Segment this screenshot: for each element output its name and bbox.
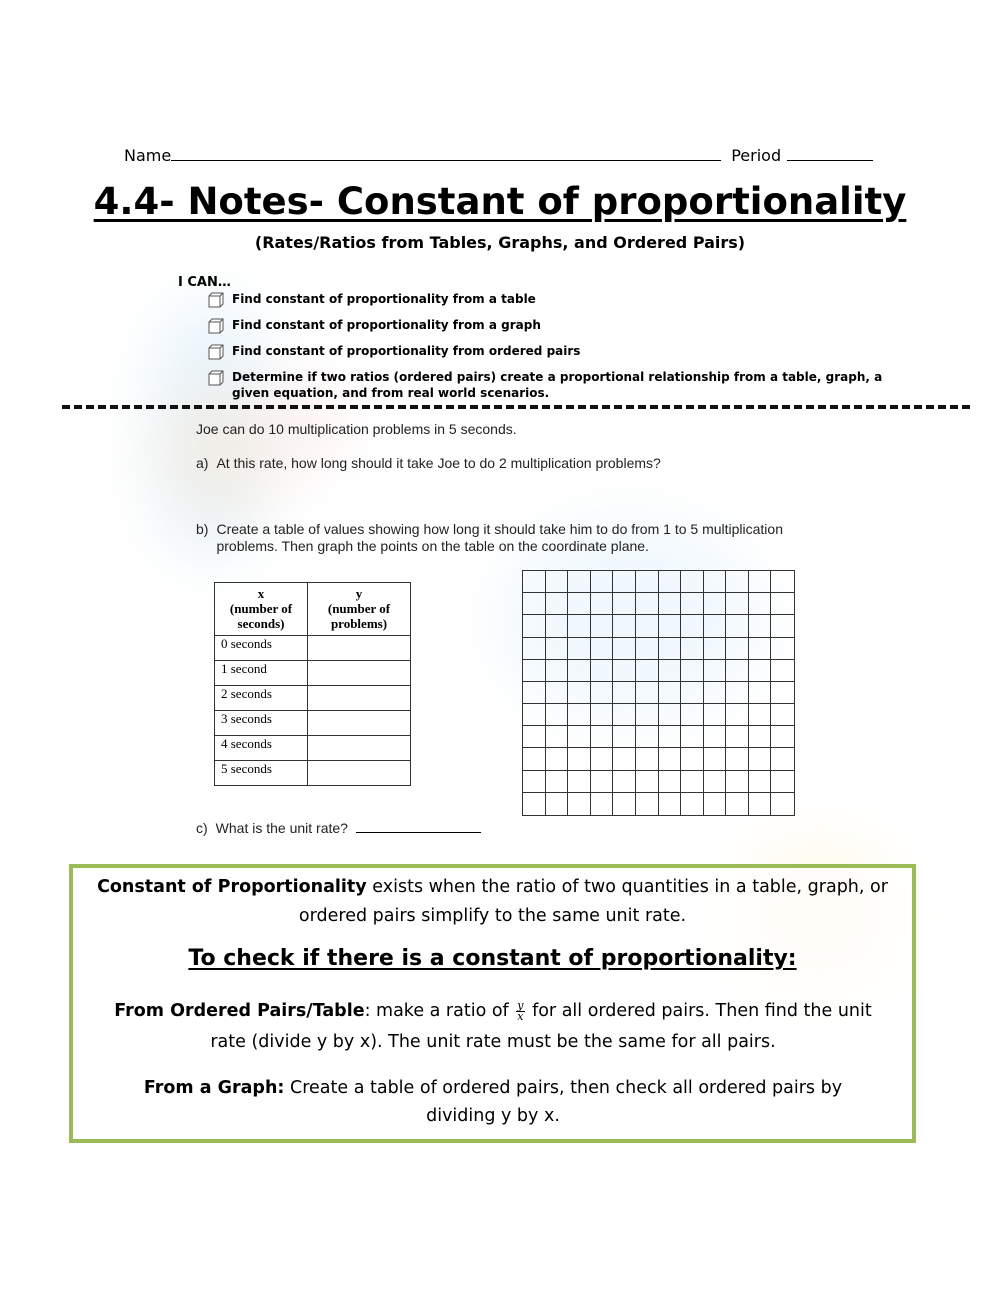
x-cell: 1 second — [215, 661, 308, 686]
grid-cell[interactable] — [613, 615, 636, 637]
x-cell: 2 seconds — [215, 686, 308, 711]
grid-cell[interactable] — [591, 593, 614, 615]
grid-cell[interactable] — [771, 726, 794, 748]
i-can-item-label: Find constant of proportionality from a graph — [232, 318, 541, 332]
x-cell: 4 seconds — [215, 736, 308, 761]
grid-cell[interactable] — [636, 704, 659, 726]
grid-cell[interactable] — [636, 638, 659, 660]
values-table — [214, 582, 411, 786]
grid-cell[interactable] — [704, 682, 727, 704]
grid-cell[interactable] — [681, 638, 704, 660]
grid-cell[interactable] — [726, 704, 749, 726]
grid-cell[interactable] — [613, 771, 636, 793]
section-divider — [62, 405, 970, 409]
question-text: Create a table of values showing how long it should take him to do from 1 to 5 multiplication problems. Then graph the points on the table on the coordinate plane. — [216, 521, 783, 554]
page-title: 4.4- Notes- Constant of proportionality — [93, 180, 907, 223]
grid-cell[interactable] — [546, 771, 569, 793]
x-cell: 3 seconds — [215, 711, 308, 736]
grid-cell[interactable] — [613, 793, 636, 815]
grid-cell[interactable] — [636, 593, 659, 615]
graph-method: From a Graph: Create a table of ordered pairs, then check all ordered pairs by dividing y by x. — [143, 1078, 843, 1126]
grid-cell[interactable] — [726, 793, 749, 815]
grid-cell[interactable] — [591, 771, 614, 793]
definition-text — [73, 873, 912, 931]
grid-cell[interactable] — [636, 682, 659, 704]
grid-cell[interactable] — [523, 615, 546, 637]
grid-cell[interactable] — [568, 748, 591, 770]
table-row — [215, 661, 411, 686]
grid-cell[interactable] — [681, 748, 704, 770]
grid-cell[interactable] — [568, 704, 591, 726]
definition-box — [69, 864, 916, 1143]
i-can-item — [208, 343, 888, 360]
question-text: At this rate, how long should it take Joe to do 2 multiplication problems? — [216, 455, 661, 471]
grid-cell[interactable] — [523, 682, 546, 704]
grid-cell[interactable] — [568, 660, 591, 682]
definition-term: Constant of Proportionality — [97, 877, 367, 897]
table-row — [215, 636, 411, 661]
name-period-line — [124, 146, 880, 168]
grid-cell[interactable] — [591, 638, 614, 660]
grid-cell[interactable] — [704, 771, 727, 793]
grid-cell[interactable] — [659, 726, 682, 748]
grid-cell[interactable] — [704, 726, 727, 748]
grid-cell[interactable] — [636, 571, 659, 593]
grid-cell[interactable] — [726, 593, 749, 615]
grid-cell[interactable] — [771, 660, 794, 682]
grid-cell[interactable] — [568, 682, 591, 704]
grid-cell[interactable] — [659, 593, 682, 615]
grid-cell[interactable] — [681, 793, 704, 815]
grid-cell[interactable] — [636, 660, 659, 682]
grid-cell[interactable] — [726, 748, 749, 770]
question-marker: a) — [196, 455, 209, 471]
grid-cell[interactable] — [546, 793, 569, 815]
grid-cell[interactable] — [591, 704, 614, 726]
grid-cell[interactable] — [726, 726, 749, 748]
grid-cell[interactable] — [749, 615, 772, 637]
grid-cell[interactable] — [659, 793, 682, 815]
grid-cell[interactable] — [523, 793, 546, 815]
y-cell[interactable] — [308, 636, 411, 661]
name-field[interactable] — [171, 146, 721, 161]
question-marker: b) — [196, 521, 209, 537]
table-header-x: x (number of seconds) — [215, 583, 308, 636]
grid-cell[interactable] — [681, 726, 704, 748]
grid-cell[interactable] — [659, 748, 682, 770]
grid-cell[interactable] — [749, 771, 772, 793]
grid-cell[interactable] — [636, 748, 659, 770]
table-header-row — [215, 583, 411, 636]
grid-cell[interactable] — [771, 682, 794, 704]
checkbox-cube-icon[interactable] — [208, 370, 224, 386]
grid-cell[interactable] — [523, 571, 546, 593]
grid-cell[interactable] — [546, 571, 569, 593]
grid-cell[interactable] — [681, 704, 704, 726]
grid-cell[interactable] — [591, 682, 614, 704]
grid-cell[interactable] — [681, 593, 704, 615]
grid-cell[interactable] — [749, 704, 772, 726]
grid-cell[interactable] — [704, 704, 727, 726]
grid-cell[interactable] — [704, 638, 727, 660]
x-cell: 5 seconds — [215, 761, 308, 786]
grid-cell[interactable] — [659, 704, 682, 726]
grid-cell[interactable] — [704, 660, 727, 682]
table-row — [215, 686, 411, 711]
grid-cell[interactable] — [749, 682, 772, 704]
grid-cell[interactable] — [546, 704, 569, 726]
method-label: From a Graph: — [143, 1078, 285, 1098]
problem-intro: Joe can do 10 multiplication problems in 5 seconds. — [196, 421, 517, 437]
grid-cell[interactable] — [591, 571, 614, 593]
grid-cell[interactable] — [568, 771, 591, 793]
definition-body: exists when the ratio of two quantities in a table, graph, or ordered pairs simplify to the same unit rate. — [298, 877, 888, 926]
table-row — [215, 761, 411, 786]
table-header-y: y (number of problems) — [308, 583, 411, 636]
grid-cell[interactable] — [749, 793, 772, 815]
grid-cell[interactable] — [546, 615, 569, 637]
grid-cell[interactable] — [613, 593, 636, 615]
grid-cell[interactable] — [659, 682, 682, 704]
grid-cell[interactable] — [681, 615, 704, 637]
grid-cell[interactable] — [771, 593, 794, 615]
grid-cell[interactable] — [613, 638, 636, 660]
grid-cell[interactable] — [726, 571, 749, 593]
page-subtitle: (Rates/Ratios from Tables, Graphs, and Ordered Pairs) — [254, 233, 746, 252]
y-cell[interactable] — [308, 661, 411, 686]
question-a — [196, 455, 661, 472]
grid-cell[interactable] — [613, 748, 636, 770]
grid-cell[interactable] — [726, 615, 749, 637]
grid-cell[interactable] — [591, 660, 614, 682]
grid-cell[interactable] — [546, 726, 569, 748]
grid-cell[interactable] — [659, 771, 682, 793]
grid-cell[interactable] — [568, 638, 591, 660]
question-text: What is the unit rate? — [215, 820, 348, 836]
grid-cell[interactable] — [726, 660, 749, 682]
question-b — [196, 521, 816, 555]
i-can-item — [208, 317, 888, 334]
y-cell[interactable] — [308, 711, 411, 736]
grid-cell[interactable] — [591, 748, 614, 770]
grid-cell[interactable] — [704, 748, 727, 770]
grid-cell[interactable] — [636, 726, 659, 748]
question-c — [196, 818, 481, 837]
ordered-pairs-method: From Ordered Pairs/Table: make a ratio of $\frac{y}{x}$ for all ordered pairs. Then find the unit rate (divide y by x). The unit rate must be the same for all pairs. — [114, 998, 872, 1052]
grid-cell[interactable] — [568, 593, 591, 615]
grid-cell[interactable] — [771, 615, 794, 637]
x-cell: 0 seconds — [215, 636, 308, 661]
grid-cell[interactable] — [771, 771, 794, 793]
table-row — [215, 736, 411, 761]
table-row — [215, 711, 411, 736]
grid-cell[interactable] — [613, 571, 636, 593]
grid-cell[interactable] — [568, 571, 591, 593]
grid-cell[interactable] — [771, 638, 794, 660]
grid-cell[interactable] — [523, 704, 546, 726]
grid-cell[interactable] — [659, 571, 682, 593]
grid-cell[interactable] — [704, 793, 727, 815]
i-can-item — [208, 291, 888, 308]
unit-rate-answer-blank[interactable] — [356, 818, 481, 833]
grid-cell[interactable] — [546, 593, 569, 615]
i-can-item-label: Find constant of proportionality from ordered pairs — [232, 344, 581, 358]
y-cell[interactable] — [308, 736, 411, 761]
period-label: Period — [731, 146, 782, 165]
grid-cell[interactable] — [523, 638, 546, 660]
check-heading: To check if there is a constant of proportionality: — [188, 946, 797, 971]
grid-cell[interactable] — [568, 793, 591, 815]
grid-cell[interactable] — [636, 615, 659, 637]
grid-cell[interactable] — [771, 793, 794, 815]
grid-cell[interactable] — [659, 638, 682, 660]
checkbox-cube-icon[interactable] — [208, 344, 224, 360]
grid-cell[interactable] — [568, 615, 591, 637]
grid-cell[interactable] — [749, 638, 772, 660]
grid-cell[interactable] — [726, 771, 749, 793]
name-label: Name — [124, 146, 172, 165]
i-can-item — [208, 369, 888, 401]
grid-cell[interactable] — [659, 615, 682, 637]
grid-cell[interactable] — [771, 704, 794, 726]
grid-cell[interactable] — [546, 682, 569, 704]
grid-cell[interactable] — [523, 593, 546, 615]
i-can-item-label: Determine if two ratios (ordered pairs) create a proportional relationship from a table, graph, a given equation, and from real world scenarios. — [232, 370, 883, 400]
i-can-label: I CAN… — [178, 275, 231, 290]
grid-cell[interactable] — [546, 748, 569, 770]
grid-cell[interactable] — [546, 638, 569, 660]
watermark-blob — [160, 380, 280, 520]
grid-cell[interactable] — [591, 726, 614, 748]
grid-cell[interactable] — [546, 660, 569, 682]
grid-cell[interactable] — [613, 726, 636, 748]
grid-cell[interactable] — [591, 793, 614, 815]
grid-cell[interactable] — [591, 615, 614, 637]
grid-cell[interactable] — [726, 682, 749, 704]
grid-cell[interactable] — [771, 571, 794, 593]
grid-cell[interactable] — [704, 593, 727, 615]
checkbox-cube-icon[interactable] — [208, 292, 224, 308]
i-can-item-label: Find constant of proportionality from a table — [232, 292, 536, 306]
y-cell[interactable] — [308, 761, 411, 786]
grid-cell[interactable] — [523, 726, 546, 748]
grid-cell[interactable] — [726, 638, 749, 660]
grid-cell[interactable] — [704, 615, 727, 637]
grid-cell[interactable] — [771, 748, 794, 770]
grid-cell[interactable] — [681, 660, 704, 682]
y-over-x-fraction: $\frac{y}{x}$ — [517, 998, 524, 1023]
grid-cell[interactable] — [636, 793, 659, 815]
grid-cell[interactable] — [749, 660, 772, 682]
grid-cell[interactable] — [636, 771, 659, 793]
grid-cell[interactable] — [613, 660, 636, 682]
grid-cell[interactable] — [523, 660, 546, 682]
grid-cell[interactable] — [659, 660, 682, 682]
grid-cell[interactable] — [704, 571, 727, 593]
grid-cell[interactable] — [749, 571, 772, 593]
grid-cell[interactable] — [568, 726, 591, 748]
question-marker: c) — [196, 820, 208, 836]
grid-cell[interactable] — [681, 682, 704, 704]
grid-cell[interactable] — [681, 571, 704, 593]
grid-cell[interactable] — [681, 771, 704, 793]
grid-cell[interactable] — [749, 593, 772, 615]
y-cell[interactable] — [308, 686, 411, 711]
grid-cell[interactable] — [523, 748, 546, 770]
grid-cell[interactable] — [523, 771, 546, 793]
grid-cell[interactable] — [749, 726, 772, 748]
checkbox-cube-icon[interactable] — [208, 318, 224, 334]
grid-cell[interactable] — [613, 704, 636, 726]
coordinate-grid[interactable] — [522, 570, 795, 816]
grid-cell[interactable] — [613, 682, 636, 704]
grid-cell[interactable] — [749, 748, 772, 770]
period-field[interactable] — [787, 146, 873, 161]
method-label: From Ordered Pairs/Table — [114, 1001, 365, 1021]
